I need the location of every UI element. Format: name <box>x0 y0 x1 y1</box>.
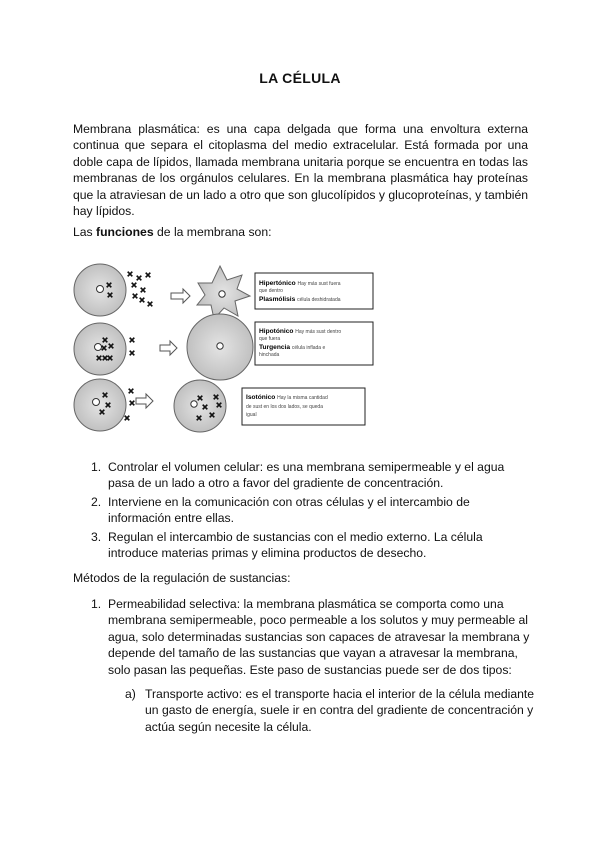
hypertonic-note2: que dentro <box>259 288 283 294</box>
cell-nucleus <box>217 343 223 349</box>
list-item <box>73 494 533 527</box>
hypotonic-note: Hay más sust dentro <box>295 329 342 335</box>
turgencia-term: Turgencia <box>259 344 291 351</box>
list-text: Interviene en la comunicación con otras células y el intercambio de información entre ellas. <box>108 494 470 526</box>
hypertonic-title-line <box>259 280 341 287</box>
cell-nucleus <box>97 286 104 293</box>
functions-intro <box>73 224 528 240</box>
arrow-icon <box>136 394 153 408</box>
isotonic-row <box>74 379 365 432</box>
isotonic-title-line <box>246 394 328 401</box>
list-text: Regulan el intercambio de sustancias con el medio externo. La célula introduce materias primas y elimina productos de desecho. <box>108 529 483 561</box>
hypotonic-note2: que fuera <box>259 336 281 342</box>
list-item <box>73 459 533 492</box>
hypertonic-row <box>74 264 373 319</box>
hypertonic-title: Hipertónico <box>259 280 296 287</box>
plasmolysis-term: Plasmólisis <box>259 296 296 303</box>
sub-list-letter: a) <box>125 687 136 701</box>
osmosis-figure <box>72 258 392 434</box>
isotonic-line3: igual <box>246 412 257 418</box>
list-number: 2. <box>91 494 102 509</box>
isotonic-title: Isotónico <box>246 394 276 401</box>
turgencia-note: célula inflada e <box>291 345 326 351</box>
list-item <box>73 596 533 678</box>
hypotonic-term-line <box>259 344 325 351</box>
cell-nucleus <box>95 344 102 351</box>
intro-paragraph: Membrana plasmática: es una capa delgada que forma una envoltura externa continua que separa el citoplasma del medio extracelular. Está formada por una doble capa de lípidos, llamada membrana unitaria porque se encuentra en todas las membranas de los orgánulos celulares. En la membrana plasmática hay proteínas que la atraviesan de un lado a otro que son glucolípidos y glucoproteínas, y también hay lípidos. <box>73 122 528 219</box>
list-item <box>73 529 533 562</box>
page-title: LA CÉLULA <box>259 70 341 86</box>
arrow-icon <box>160 341 177 355</box>
hypotonic-title: Hipotónico <box>259 328 294 335</box>
hypertonic-note: Hay más sust fuera <box>297 281 341 287</box>
sub-list-text: Transporte activo: es el transporte hacia el interior de la célula mediante un gasto de energía, suele ir en contra del gradiente de concentración y actúa según necesite la célula. <box>145 687 535 734</box>
isotonic-cell-before <box>74 379 126 431</box>
list-text: Controlar el volumen celular: es una membrana semipermeable y el agua pasa de un lado a otro a favor del gradiente de concentración. <box>108 460 505 491</box>
cell-nucleus <box>93 399 100 406</box>
methods-heading: Métodos de la regulación de sustancias: <box>73 571 291 585</box>
methods-list <box>73 596 533 680</box>
hypotonic-row <box>74 314 373 380</box>
sub-list-item <box>125 686 535 735</box>
cell-nucleus <box>191 401 197 407</box>
list-text: Permeabilidad selectiva: la membrana plasmática se comporta como una membrana semipermeable, poco permeable a los solutos y muy permeable al agua, solo determinadas sustancias son capaces de atravesar la membrana y depende del tamaño de las sustancias que vayan a atravesar la membrana, solo pasan las pequeñas. Este paso de sustancias puede ser de dos tipos: <box>108 597 530 677</box>
functions-list <box>73 459 533 563</box>
arrow-icon <box>171 289 190 303</box>
functions-intro-after: de la membrana son: <box>153 225 272 239</box>
hypotonic-title-line <box>259 328 341 335</box>
functions-intro-before: Las <box>73 225 97 239</box>
list-number: 3. <box>91 529 102 544</box>
cell-nucleus <box>219 291 225 297</box>
isotonic-line2: de sust en los dos lados, se queda <box>246 404 323 410</box>
plasmolysis-note: célula deshidratada <box>297 297 341 303</box>
hypertonic-term-line <box>259 296 341 303</box>
turgencia-note2: hinchada <box>259 352 280 358</box>
isotonic-note: Hay la misma cantidad <box>277 395 328 401</box>
list-number: 1. <box>91 597 102 611</box>
functions-intro-bold: funciones <box>96 225 154 239</box>
list-number: 1. <box>91 460 102 474</box>
